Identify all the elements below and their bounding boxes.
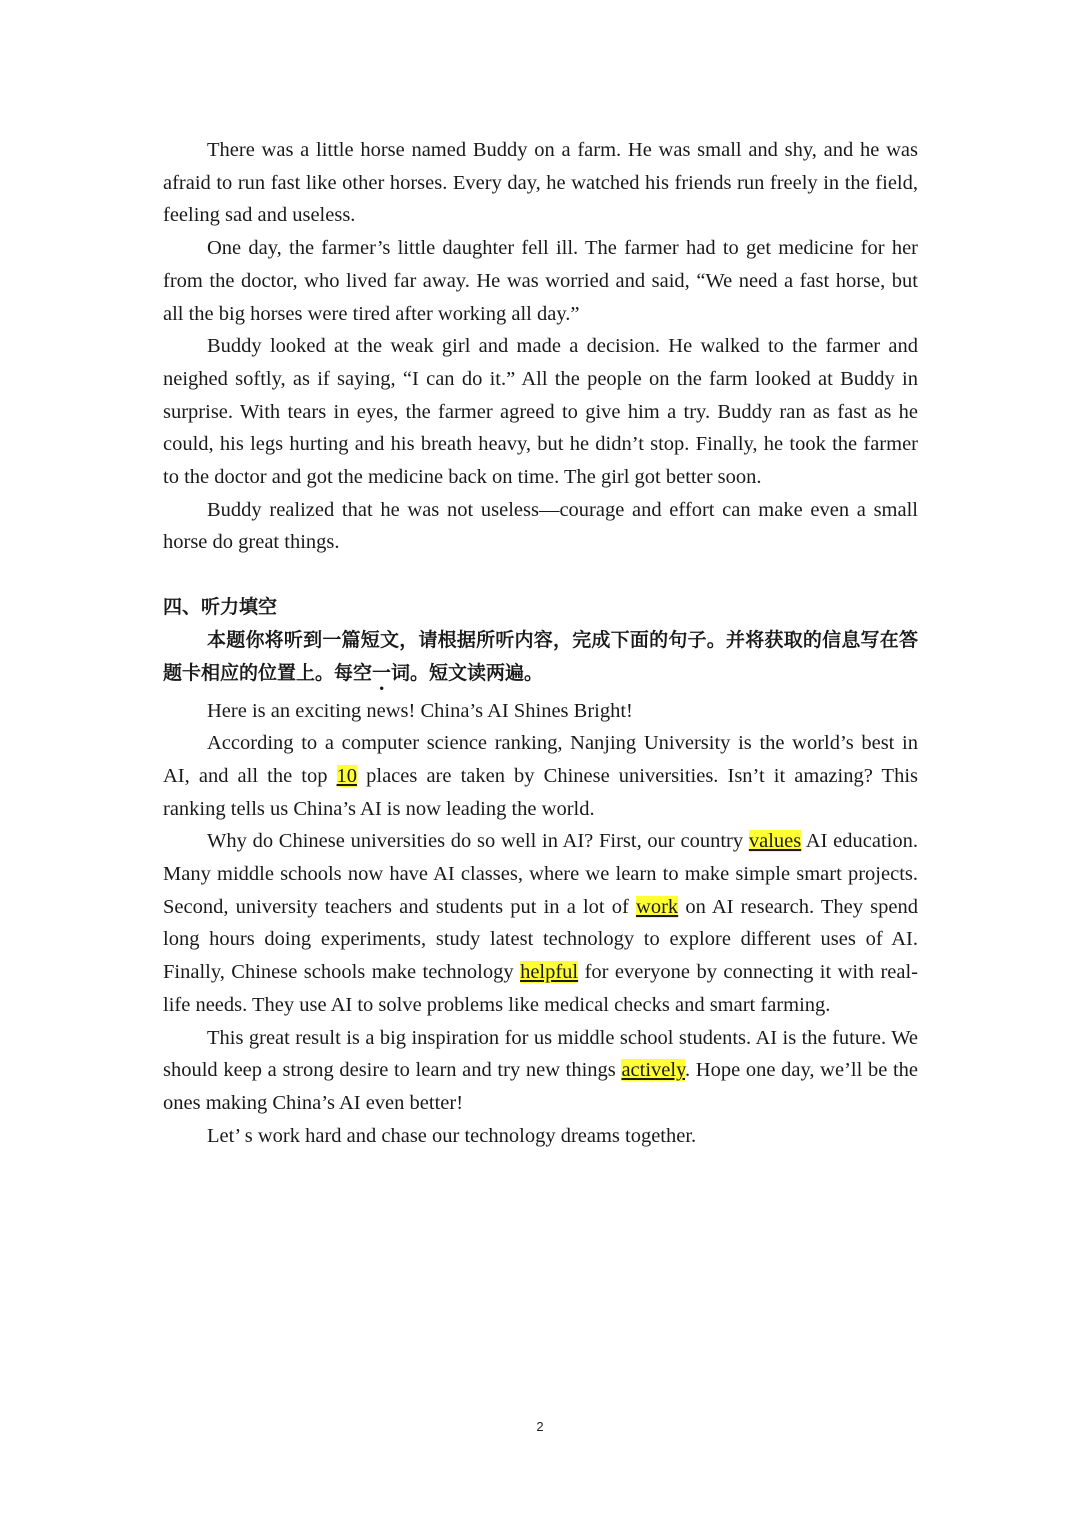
answer-highlight-5: actively xyxy=(621,1059,686,1082)
story-paragraph-4: Buddy realized that he was not useless—courage and effort can make even a small horse do great things. xyxy=(163,498,918,554)
section-spacer xyxy=(163,559,918,591)
text-segment: . Hope one day, we’ll be the ones making China’s AI even better! xyxy=(163,1059,918,1114)
story-paragraph-3: Buddy looked at the weak girl and made a decision. He walked to the farmer and neighed softly, as if saying, “I can do it.” All the people on the farm looked at Buddy in surprise. With tears in eyes, the farmer agreed to give him a try. Buddy ran as fast as he could, his legs hurting and his breath heavy, but he didn’t stop. Finally, he took the farmer to the doctor and got the medicine back on time. The girl got better soon. xyxy=(163,335,918,489)
section-4-heading: 四、听力填空 xyxy=(163,596,278,619)
answer-highlight-2: values xyxy=(748,830,802,853)
text-segment: AI education. Many middle schools now have AI classes, where we learn to make simple smart projects. Second, university teachers and students put in a lot of xyxy=(163,830,918,918)
story-paragraph-2: One day, the farmer’s little daughter fell ill. The farmer had to get medicine for her from the doctor, who lived far away. He was worried and said, “We need a fast horse, but all the big horses were tired after working all day.” xyxy=(163,237,918,325)
story-paragraph-1: There was a little horse named Buddy on a farm. He was small and shy, and he was afraid to run fast like other horses. Every day, he watched his friends run freely in the field, feeling sad and useless. xyxy=(163,139,918,227)
text-segment: According to a computer science ranking, Nanjing University is the world’s best in AI, and all the top xyxy=(163,732,918,787)
instruction-text-2: 词。短文读两遍。 xyxy=(391,661,544,684)
instruction-emphasis: 一 xyxy=(372,661,392,684)
text-segment: on AI research. They spend long hours doing experiments, study latest technology to explore different uses of AI. Finally, Chinese schools make technology xyxy=(163,895,918,984)
listening-paragraph-5: Let’ s work hard and chase our technology dreams together. xyxy=(207,1124,697,1147)
text-segment: for everyone by connecting it with real-life needs. They use AI to solve problems like medical checks and smart farming. xyxy=(163,961,918,1016)
text-segment: Why do Chinese universities do so well in AI? First, our country xyxy=(207,830,749,853)
answer-highlight-1: 10 xyxy=(336,764,358,787)
text-segment: places are taken by Chinese universities. Isn’t it amazing? This ranking tells us China’s AI is now leading the world. xyxy=(163,764,918,820)
listening-paragraph-3 xyxy=(163,825,918,1021)
listening-paragraph-2 xyxy=(163,727,918,825)
text-segment: This great result is a big inspiration for us middle school students. AI is the future. We should keep a strong desire to learn and try new things xyxy=(163,1026,918,1082)
document-page xyxy=(163,134,918,1152)
listening-paragraph-4 xyxy=(163,1022,918,1120)
answer-highlight-3: work xyxy=(636,895,679,918)
page-number: 2 xyxy=(536,1419,544,1434)
listening-title-line: Here is an exciting news! China’s AI Shines Bright! xyxy=(207,699,633,722)
answer-highlight-4: helpful xyxy=(520,961,579,984)
section-4-instruction xyxy=(163,624,918,695)
instruction-text-1: 本题你将听到一篇短文，请根据所听内容，完成下面的句子。并将获取的信息写在答题卡相应的位置上。每空 xyxy=(163,628,918,684)
